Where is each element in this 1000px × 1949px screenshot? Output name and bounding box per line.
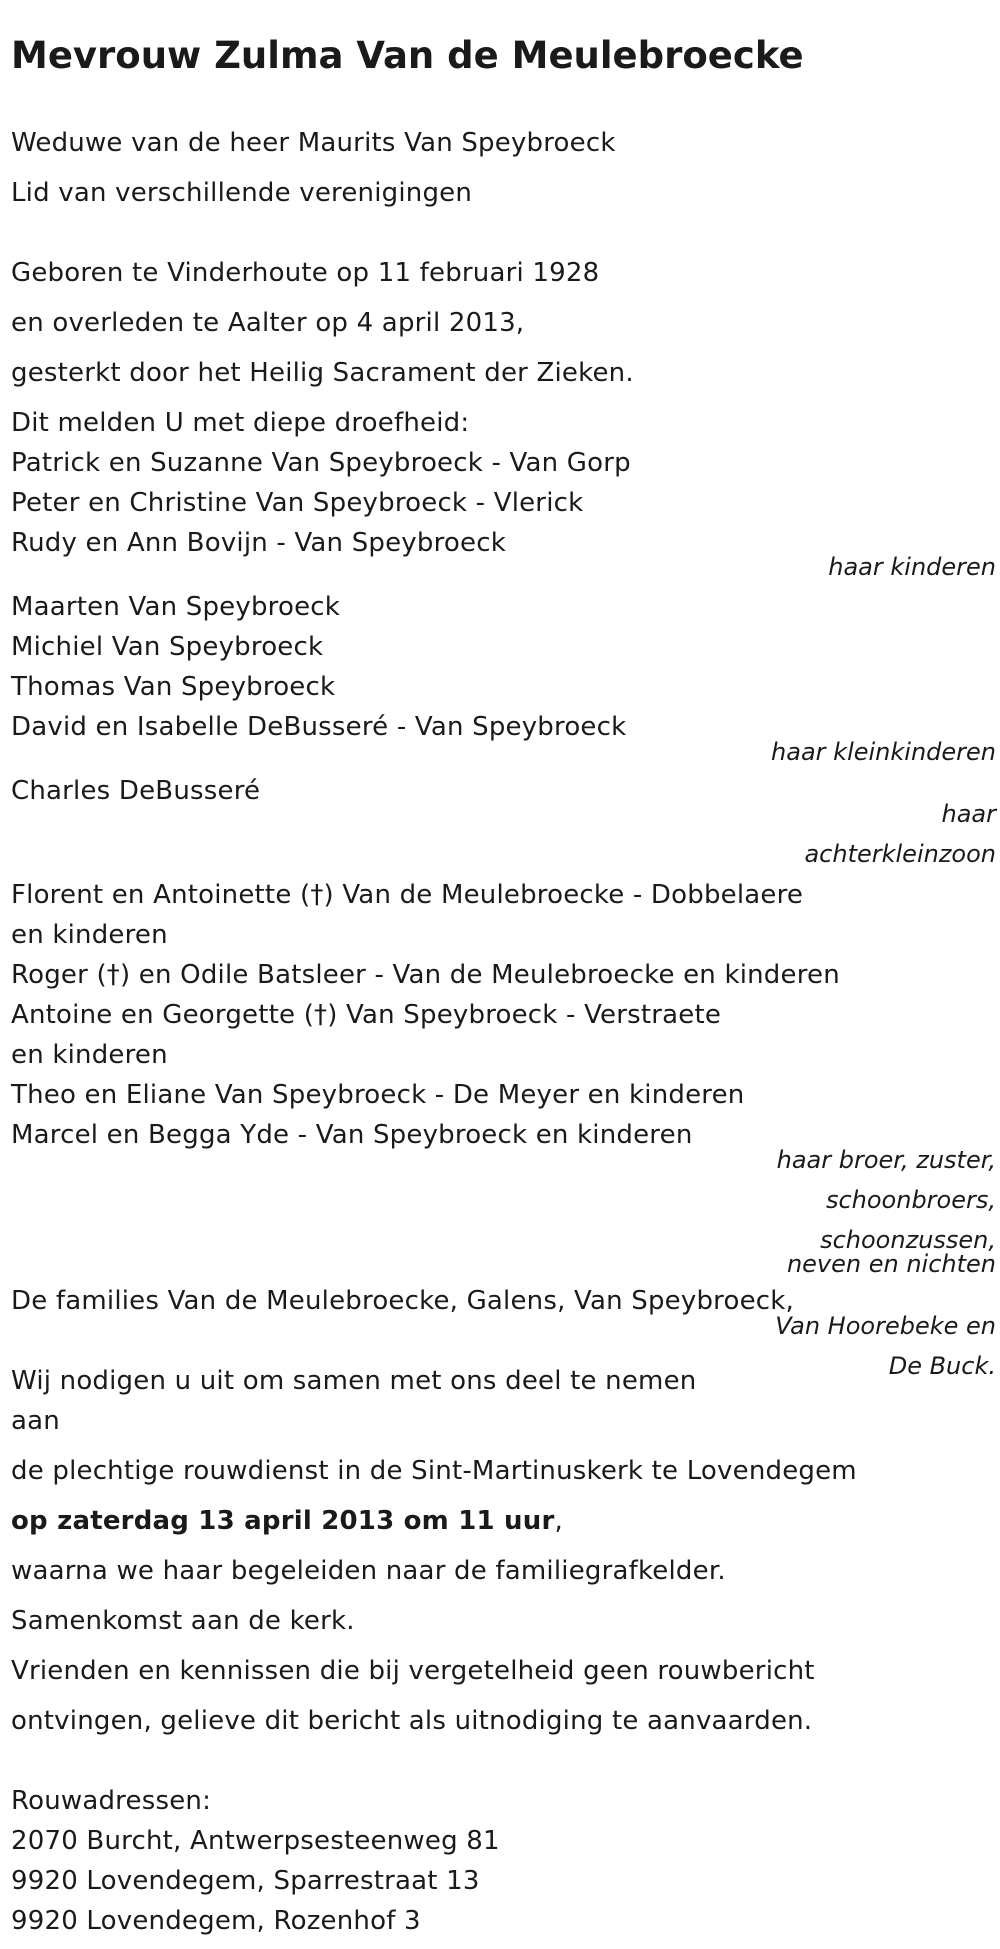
gathering-line: Samenkomst aan de kerk. <box>11 1606 355 1636</box>
death-line: en overleden te Aalter op 4 april 2013, <box>11 308 525 338</box>
address-line: 9920 Lovendegem, Sparrestraat 13 <box>11 1866 480 1896</box>
intro-widow-line: Weduwe van de heer Maurits Van Speybroeck <box>11 128 616 158</box>
siblings-label-4: neven en nichten <box>786 1250 996 1278</box>
service-date-suffix: , <box>554 1506 563 1536</box>
invitation-line: aan <box>11 1406 60 1436</box>
address-line: 9920 Lovendegem, Rozenhof 3 <box>11 1906 421 1936</box>
grandchild-name: Maarten Van Speybroeck <box>11 592 341 622</box>
burial-line: waarna we haar begeleiden naar de familiegrafkelder. <box>11 1556 726 1586</box>
child-name: Peter en Christine Van Speybroeck - Vlerick <box>11 488 584 518</box>
sacrament-line: gesterkt door het Heilig Sacrament der Zieken. <box>11 358 634 388</box>
notice-line: ontvingen, gelieve dit bericht als uitnodiging te aanvaarden. <box>11 1706 813 1736</box>
invitation-line: Wij nodigen u uit om samen met ons deel te nemen <box>11 1366 697 1396</box>
grandchildren-label: haar kleinkinderen <box>771 738 996 766</box>
notice-line: Vrienden en kennissen die bij vergetelheid geen rouwbericht <box>11 1656 815 1686</box>
sibling-line: en kinderen <box>11 1040 168 1070</box>
grandchild-name: Michiel Van Speybroeck <box>11 632 324 662</box>
great-grandchild-label-1: haar <box>941 800 996 828</box>
siblings-label-2: schoonbroers, <box>825 1186 996 1214</box>
service-date: op zaterdag 13 april 2013 om 11 uur <box>11 1506 555 1536</box>
sibling-line: Marcel en Begga Yde - Van Speybroeck en kinderen <box>11 1120 693 1150</box>
sibling-line: Theo en Eliane Van Speybroeck - De Meyer en kinderen <box>11 1080 745 1110</box>
sibling-line: Roger (†) en Odile Batsleer - Van de Meulebroecke en kinderen <box>11 960 840 990</box>
grandchild-name: David en Isabelle DeBusseré - Van Speybroeck <box>11 712 627 742</box>
great-grandchild-label-2: achterkleinzoon <box>804 840 996 868</box>
great-grandchild-name: Charles DeBusseré <box>11 776 261 806</box>
addresses-heading: Rouwadressen: <box>11 1786 212 1816</box>
grandchild-name: Thomas Van Speybroeck <box>11 672 336 702</box>
announcement-line: Dit melden U met diepe droefheid: <box>11 408 470 438</box>
service-date-line <box>11 1506 563 1536</box>
page-title: Mevrouw Zulma Van de Meulebroecke <box>11 34 804 77</box>
birth-line: Geboren te Vinderhoute op 11 februari 1928 <box>11 258 600 288</box>
families-label-2: De Buck. <box>888 1352 996 1380</box>
intro-membership-line: Lid van verschillende verenigingen <box>11 178 473 208</box>
siblings-label-1: haar broer, zuster, <box>776 1146 996 1174</box>
families-label-1: Van Hoorebeke en <box>775 1312 996 1340</box>
sibling-line: en kinderen <box>11 920 168 950</box>
sibling-line: Antoine en Georgette (†) Van Speybroeck - Verstraete <box>11 1000 722 1030</box>
families-line: De families Van de Meulebroecke, Galens, Van Speybroeck, <box>11 1286 795 1316</box>
child-name: Rudy en Ann Bovijn - Van Speybroeck <box>11 528 506 558</box>
sibling-line: Florent en Antoinette (†) Van de Meulebroecke - Dobbelaere <box>11 880 804 910</box>
service-line: de plechtige rouwdienst in de Sint-Martinuskerk te Lovendegem <box>11 1456 857 1486</box>
address-line: 2070 Burcht, Antwerpsesteenweg 81 <box>11 1826 500 1856</box>
siblings-label-3: schoonzussen, <box>820 1226 996 1254</box>
child-name: Patrick en Suzanne Van Speybroeck - Van Gorp <box>11 448 631 478</box>
children-label: haar kinderen <box>828 553 996 581</box>
